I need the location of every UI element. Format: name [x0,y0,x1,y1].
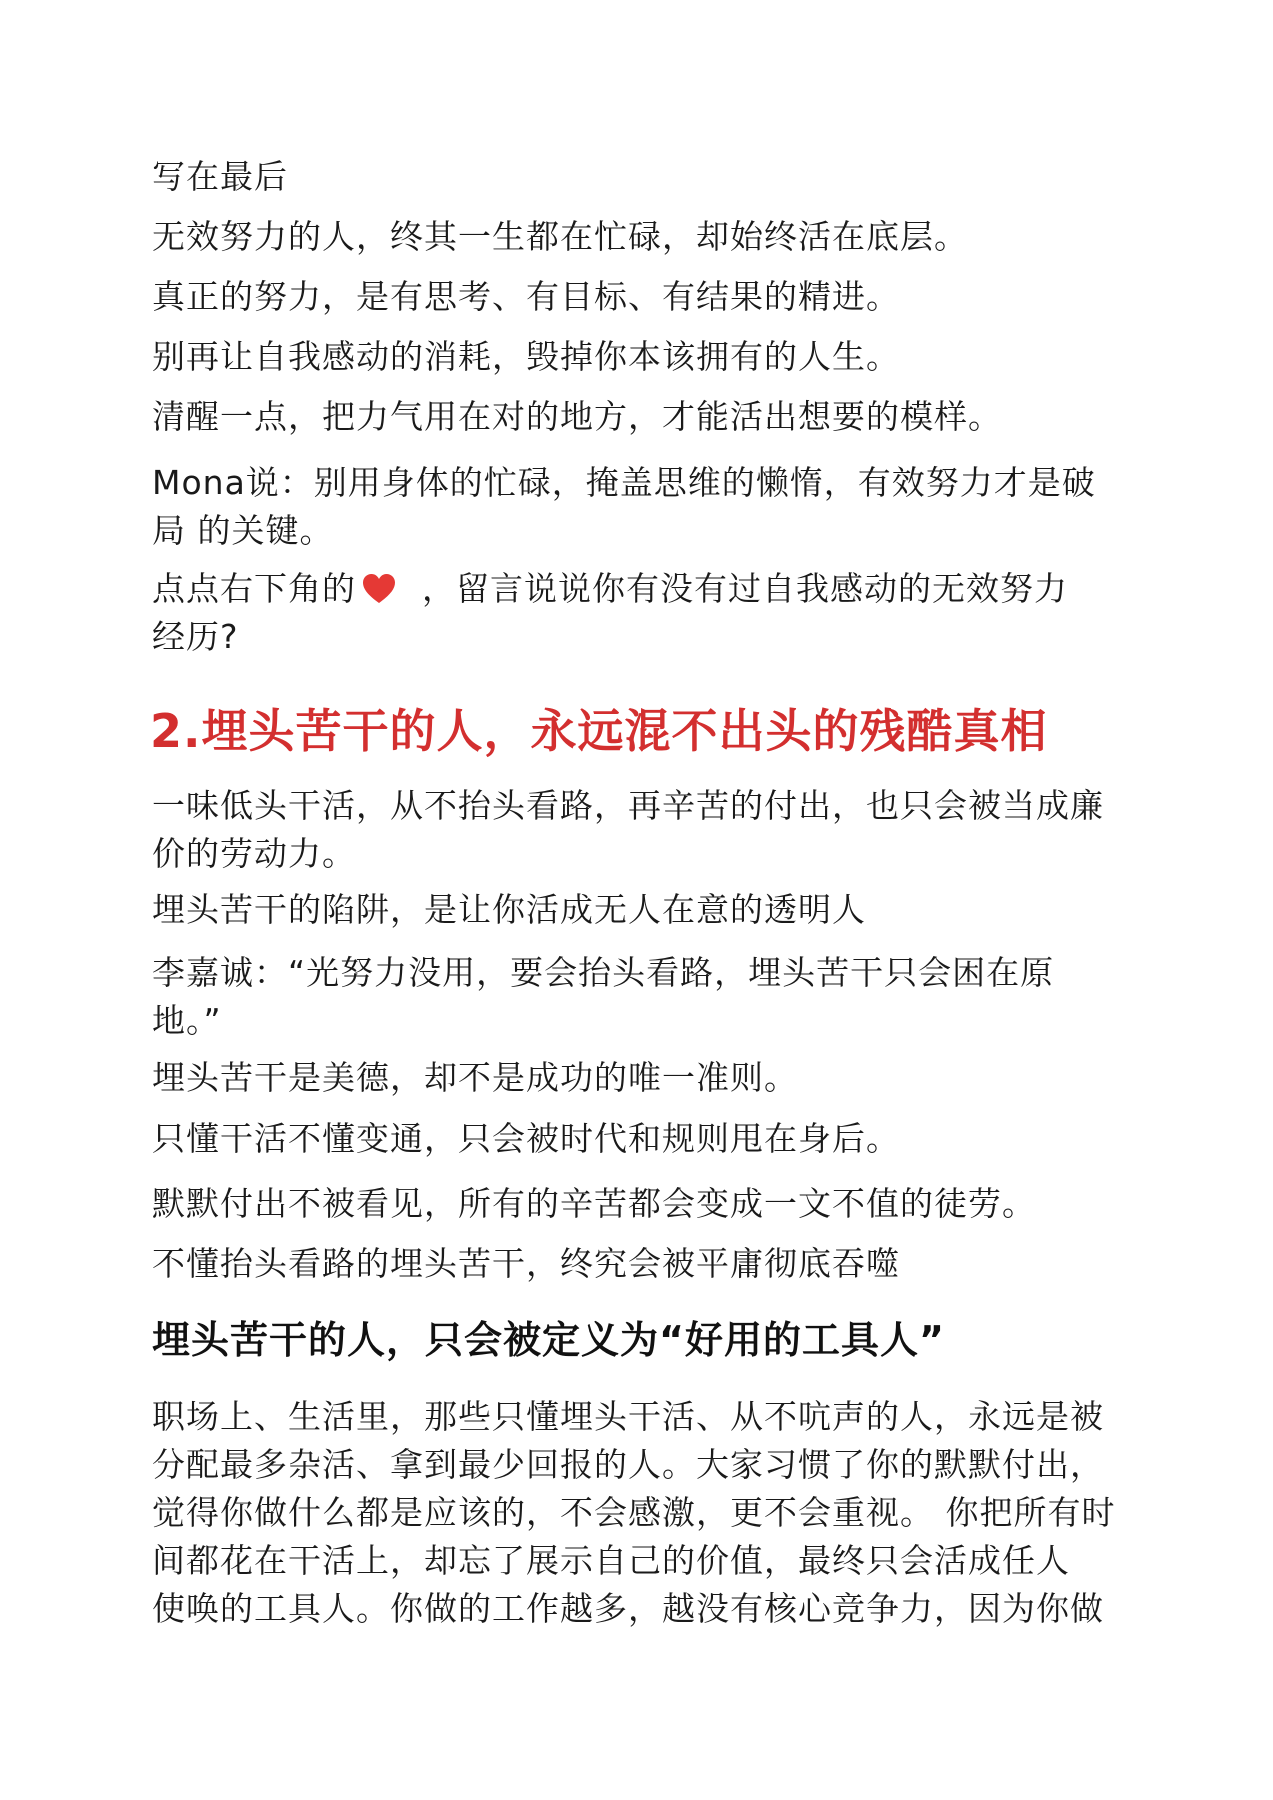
mona-quote-line: 局 的关键。 [152,511,334,550]
body-line: 觉得你做什么都是应该的，不会感激，更不会重视。 你把所有时 [152,1493,1116,1532]
section-heading: 2.埋头苦干的人，永远混不出头的残酷真相 [150,704,1048,758]
quote-line: 李嘉诚：“光努力没用，要会抬头看路，埋头苦干只会困在原 [152,953,1055,992]
call-to-action [152,565,1132,661]
cta-text-after: ，留言说说你有没有过自我感动的无效努力 [422,569,1068,608]
text-line: 不懂抬头看路的埋头苦干，终究会被平庸彻底吞噬 [152,1244,900,1283]
cta-text-before: 点点右下角的 [152,569,356,608]
text-line: 真正的努力，是有思考、有目标、有结果的精进。 [152,277,900,316]
text-line: 只懂干活不懂变通，只会被时代和规则甩在身后。 [152,1119,900,1158]
body-line: 使唤的工具人。你做的工作越多，越没有核心竞争力，因为你做 [152,1589,1104,1628]
body-line: 职场上、生活里，那些只懂埋头干活、从不吭声的人，永远是被 [152,1397,1104,1436]
subsection-heading: 埋头苦干的人，只会被定义为“好用的工具人” [152,1318,945,1362]
mona-quote [152,459,1132,555]
li-quote [152,949,1132,1045]
heart-icon [362,573,396,605]
body-line: 间都花在干活上，却忘了展示自己的价值，最终只会活成任人 [152,1541,1070,1580]
text-line: 无效努力的人，终其一生都在忙碌，却始终活在底层。 [152,217,968,256]
text-line: 埋头苦干是美德，却不是成功的唯一准则。 [152,1058,798,1097]
mona-quote-line: Mona说：别用身体的忙碌，掩盖思维的懒惰，有效努力才是破 [152,463,1096,502]
paragraph-line: 价的劳动力。 [152,834,356,873]
body-line: 分配最多杂活、拿到最少回报的人。大家习惯了你的默默付出， [152,1445,1104,1484]
cta-second-line: 经历? [152,617,239,656]
body-paragraph [152,1393,1132,1633]
paragraph [152,782,1132,878]
text-line: 清醒一点，把力气用在对的地方，才能活出想要的模样。 [152,397,1002,436]
section-title: 写在最后 [152,157,288,196]
text-line: 别再让自我感动的消耗，毁掉你本该拥有的人生。 [152,337,900,376]
text-line: 埋头苦干的陷阱，是让你活成无人在意的透明人 [152,890,866,929]
text-line: 默默付出不被看见，所有的辛苦都会变成一文不值的徒劳。 [152,1184,1036,1223]
paragraph-line: 一味低头干活，从不抬头看路，再辛苦的付出，也只会被当成廉 [152,786,1104,825]
quote-line: 地。” [152,1001,222,1040]
